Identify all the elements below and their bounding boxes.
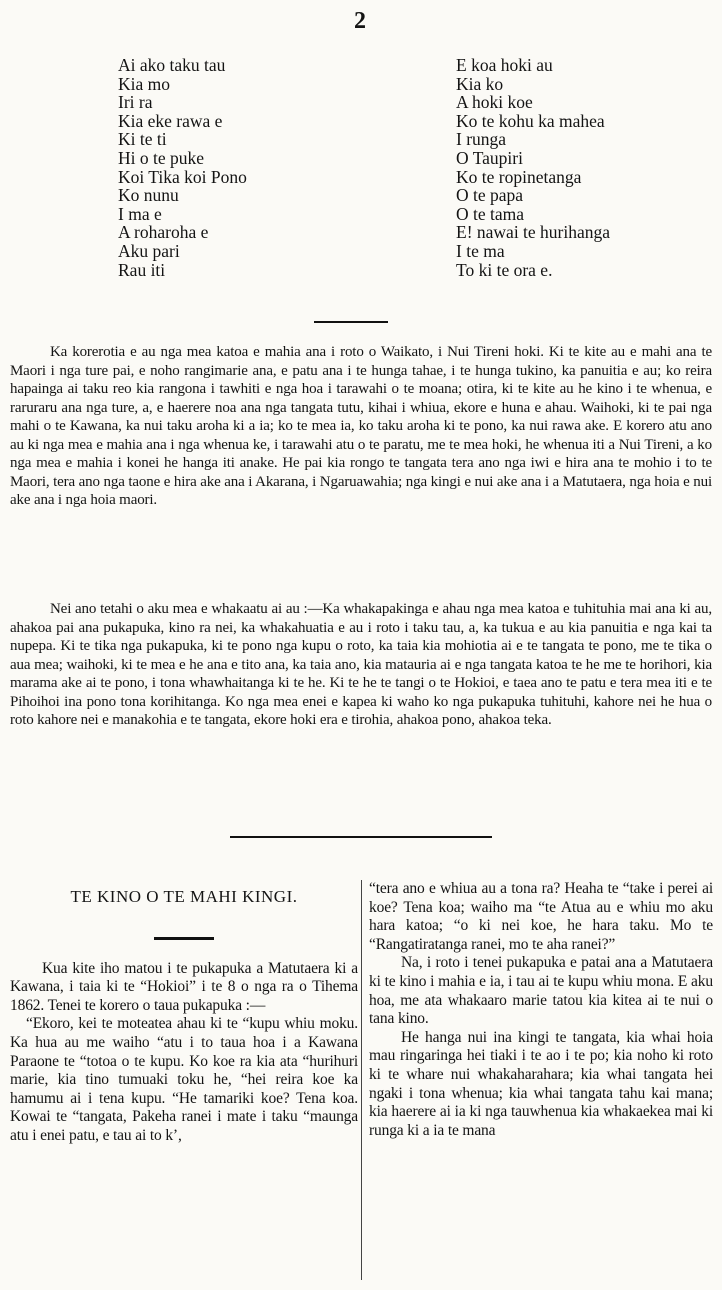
poem-line: O te tama <box>456 203 525 224</box>
poem-line: To ki te ora e. <box>456 259 553 280</box>
poem-line: Kia ko <box>456 73 504 94</box>
poem-line: Ko te kohu ka mahea <box>456 110 605 131</box>
poem-line: Kia mo <box>118 73 171 94</box>
intro-paragraph-2 <box>10 600 712 730</box>
poem-line: O te papa <box>456 185 524 206</box>
article-paragraph: Kua kite iho matou i te pukapuka a Matutaera ki a Kawana, i taia ki te “Hokioi” i te 8 o nga ra o Tihema 1862. Tenei te korero o taua pukapuka :— <box>10 959 358 1014</box>
poem-line: Hi o te puke <box>118 147 205 168</box>
poem-line: I runga <box>456 129 507 150</box>
poem-right-column <box>456 56 610 279</box>
article-right-column <box>369 880 713 1140</box>
poem-line: Koi Tika koi Pono <box>118 166 247 187</box>
poem-line: Kia eke rawa e <box>118 110 223 131</box>
section-divider <box>230 836 492 838</box>
poem-line: A hoki koe <box>456 92 533 113</box>
article-heading: TE KINO O TE MAHI KINGI. <box>70 887 298 906</box>
poem-line: Ko nunu <box>118 185 179 206</box>
poem-line: Rau iti <box>118 259 166 280</box>
poem-line: E koa hoki au <box>456 55 553 75</box>
poem-line: O Taupiri <box>456 147 523 168</box>
article-left-column <box>10 880 358 1146</box>
poem-line: Aku pari <box>118 240 180 261</box>
article-paragraph: “tera ano e whiua au a tona ra? Heaha te “take i perei ai koe? Tena koa; waiho ma “te Atua au e whiu mo aku hara katoa; “o ki nei koe, he hara taku. Mo te “Rangatiratanga ranei, mo te aha ranei?” <box>369 880 713 953</box>
poem-line: Ko te ropinetanga <box>456 166 582 187</box>
poem-line: I te ma <box>456 240 505 261</box>
poem-left-column <box>118 56 247 279</box>
page-number: 2 <box>354 8 366 34</box>
poem-line: Iri ra <box>118 92 153 113</box>
intro-paragraph-1 <box>10 343 712 510</box>
poem-line: Ai ako taku tau <box>118 55 226 75</box>
poem-line: E! nawai te hurihanga <box>456 222 611 243</box>
article-paragraph: “Ekoro, kei te moteatea ahau ki te “kupu whiu moku. Ka hua au me waiho “atu i to taua hoa i a Kawana Paraone te “totoa o te kupu. Ko koe ra kia ata “hurihuri marie, kia tino tumuaki toku he, “hei reira koe ka hamumu ai i tena kupu. “He tamariki koe? Tena koa. Kowai te “tangata, Pakeha ranei i mate i taku “maunga atu i enei patu, e tau ai to k’, <box>10 1015 358 1144</box>
column-divider <box>361 880 362 1280</box>
section-divider <box>314 321 388 323</box>
heading-rule <box>154 937 214 940</box>
paragraph-text: Nei ano tetahi o aku mea e whakaatu ai au :—Ka whakapakinga e ahau nga mea katoa e tuhituhia mai ana ki au, ahakoa pai ana pukapuka, kino ra nei, ka whakahuatia e au i roto i taku tau, a, ka tukua e au kia panuitia e nga kai ta nupepa. Ki te tika nga pukapuka, ki te pono nga kupu o roto, ka taia kia mohiotia ai e te tangata te pono, me te tika o aua mea; waihoki, ki te mea e he ana e tito ana, ka taia ano, kia matauria ai e nga tangata katoa te he me te horihori, kia marama ake ai te pono, i tona whawhaitanga ki te he. Ki te he te tangi o te Hokioi, e taea ano te patu e tera mea iti e te Pihoihoi ina pono tona korihitanga. Ko nga mea enei e kapea ki waho ko nga pukapuka tuhituhi, kahore nei he hua o roto kahore nei e manakohia e te tangata, ekore hoki era e tirohia, ahakoa pono, ahakoa teka. <box>10 601 712 728</box>
poem-line: I ma e <box>118 203 162 224</box>
article-paragraph: Na, i roto i tenei pukapuka e patai ana a Matutaera ki te kino i mahia e ia, i tau ai te kupu whiu mona. E aku hoa, me ata whakaaro marie tatou kia kitea ai te nui o tana kino. <box>369 954 713 1028</box>
poem-line: A roharoha e <box>118 222 209 243</box>
article-paragraph: He hanga nui ina kingi te tangata, kia whai hoia mau ringaringa hei tiaki i te ao i te po; kia noho ki roto ki te whare nui whakaharahara; kia whai tangata hei ngaki i tona whenua; kia whai tangata tahu kai mana; kia haerere ai ia ki nga tauwhenua kia whakaekea mai ki runga ki a ia te mana <box>369 1028 713 1139</box>
poem-line: Ki te ti <box>118 129 167 150</box>
paragraph-text: Ka korerotia e au nga mea katoa e mahia ana i roto o Waikato, i Nui Tireni hoki. Ki te kite au e mahi ana te Maori i nga ture pai, e noho rangimarie ana, e patu ana i te hunga tahae, i te hunga tukino, ka panuitia e au; ko reira hapainga ai taku reo kia rangona i tawhiti e nga hoa i tarawahi o te moana; otira, ki te kite au he kino i te whenua, e raruraru ana nga ture, a, e haerere noa ana nga tangata tutu, kihai i whiua, ekore e huna e ahau. Waihoki, ki te pai nga mahi o te Kawana, ka nui taku aroha ki a ia; ko te mea ia, ko taku aroha ki te pono, ka nui rawa ake. E korero atu ano au ki nga mea e mahia ana i nga whenua ke, i tarawahi atu o te paratu, me te mea hoki, he whenua iti a Nui Tireni, a ko nga mea e mahia i konei he hanga iti anake. He pai kia rongo te tangata tera ano nga iwi e hira ana te mohio i to te Maori, tera ano nga taone e hira ake ana i Akarana, i Ngaruawahia; nga kingi e nui ake ana i a Matutaera, nga hoia e nui ake ana i nga hoia maori. <box>10 344 712 508</box>
